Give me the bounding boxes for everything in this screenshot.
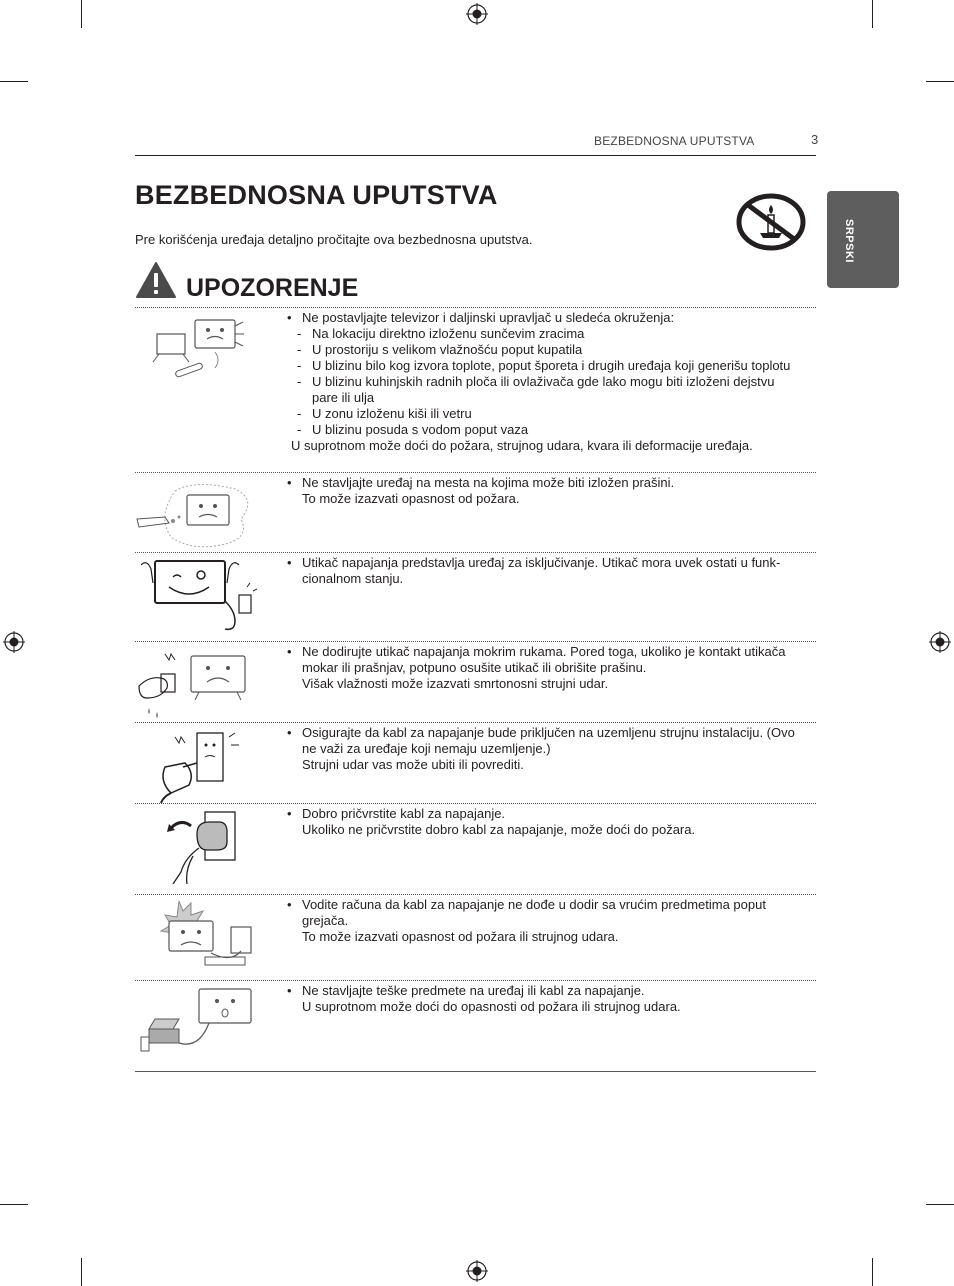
safety-item-consequence: U suprotnom može doći do požara, strujnog udara, kvara ili deformacije uređaja. [291, 438, 753, 453]
safety-item [135, 895, 816, 981]
safety-item-text [287, 475, 797, 507]
safety-item [135, 308, 816, 473]
page-title: BEZBEDNOSNA UPUTSTVA [135, 180, 498, 210]
safety-subitem: - U zonu izloženu kiši ili vetru [287, 406, 797, 422]
registration-mark-icon [466, 1260, 488, 1282]
crop-mark [0, 81, 28, 82]
language-tab [827, 191, 899, 288]
safety-list [135, 308, 816, 1072]
safety-subitem: - U prostoriju s velikom vlažnošću poput kupatila [287, 342, 797, 358]
safety-item-line: U suprotnom može doći do opasnosti od požara ili strujnog udara. [302, 999, 681, 1014]
safety-subitem: - U blizinu kuhinjskih radnih ploča ili ovlaživača gde lako mogu biti izloženi dejstvu pare ili ulja [287, 374, 797, 406]
safety-item-line: Strujni udar vas može ubiti ili povrediti. [302, 757, 524, 772]
safety-subitem: - U blizinu posuda s vodom poput vaza [287, 422, 797, 438]
secure-plug-illustration [135, 808, 270, 884]
safety-item [135, 723, 816, 804]
dusty-tv-illustration [135, 477, 270, 553]
safety-item-bullet: • Osigurajte da kabl za napajanje bude priključen na uzemljenu strujnu instalaciju. (Ovo ne važi za uređaje koji nemaju uzemljenje.) [287, 725, 797, 757]
language-tab-label: SRPSKI [843, 219, 855, 263]
page-number: 3 [811, 132, 819, 147]
safety-item-bullet: • Ne stavljajte teške predmete na uređaj ili kabl za napajanje. [287, 983, 797, 999]
grounded-outlet-illustration [135, 727, 270, 803]
safety-item-text [287, 806, 797, 838]
safety-item-line: To može izazvati opasnost od požara ili strujnog udara. [302, 929, 619, 944]
safety-item-line: To može izazvati opasnost od požara. [302, 491, 520, 506]
safety-item [135, 804, 816, 895]
registration-mark-icon [929, 631, 951, 653]
safety-item-text [287, 983, 797, 1015]
safety-subitem: - U blizinu bilo kog izvora toplote, poput šporeta i drugih uređaja koji generišu toplotu [287, 358, 797, 374]
registration-mark-icon [3, 631, 25, 653]
safety-subitem: - Na lokaciju direktno izloženu sunčevim zracima [287, 326, 797, 342]
heavy-object-cable-illustration [135, 985, 270, 1061]
safety-item [135, 642, 816, 723]
crop-mark [81, 1258, 82, 1286]
safety-item-bullet: • Ne dodirujte utikač napajanja mokrim rukama. Pored toga, ukoliko je kontakt utikača mokar ili prašnjav, potpuno osušite utikač ili obrišite prašinu. [287, 644, 797, 676]
safety-item-text [287, 555, 797, 587]
crop-mark [0, 1204, 28, 1205]
crop-mark [926, 1204, 954, 1205]
safety-item-text [287, 644, 797, 692]
safety-item-bullet: • Ne stavljajte uređaj na mesta na kojima može biti izložen prašini. [287, 475, 797, 491]
crop-mark [872, 1258, 873, 1286]
safety-item-bullet: • Utikač napajanja predstavlja uređaj za isključivanje. Utikač mora uvek ostati u funkcionalnom stanju. [287, 555, 797, 587]
warning-triangle-icon [135, 261, 177, 299]
safety-item-bullet: • Dobro pričvrstite kabl za napajanje. [287, 806, 797, 822]
running-header: BEZBEDNOSNA UPUTSTVA [594, 134, 755, 148]
crop-mark [872, 0, 873, 28]
safety-item-text [287, 310, 797, 454]
safety-item-bullet: • Vodite računa da kabl za napajanje ne dođe u dodir sa vrućim predmetima poput grejača. [287, 897, 797, 929]
header-rule [135, 155, 816, 156]
no-candle-icon [736, 193, 806, 251]
safety-item-line: Ukoliko ne pričvrstite dobro kabl za napajanje, može doći do požara. [302, 822, 696, 837]
safety-item-text [287, 725, 797, 773]
intro-text: Pre korišćenja uređaja detaljno pročitajte ova bezbednosna uputstva. [135, 232, 533, 247]
safety-item-line: Višak vlažnosti može izazvati smrtonosni strujni udar. [302, 676, 609, 691]
wet-hands-plug-illustration [135, 646, 270, 722]
safety-item-text [287, 897, 797, 945]
safety-item-bullet: • Ne postavljajte televizor i daljinski upravljač u sledeća okruženja: [287, 310, 797, 326]
power-plug-tv-illustration [135, 557, 270, 633]
warning-heading: UPOZORENJE [186, 274, 359, 302]
crop-mark [81, 0, 82, 28]
safety-item [135, 553, 816, 642]
crop-mark [926, 81, 954, 82]
tv-environment-illustration [135, 312, 270, 388]
safety-item [135, 981, 816, 1072]
safety-item [135, 473, 816, 553]
registration-mark-icon [466, 3, 488, 25]
hot-object-cable-illustration [135, 899, 270, 975]
